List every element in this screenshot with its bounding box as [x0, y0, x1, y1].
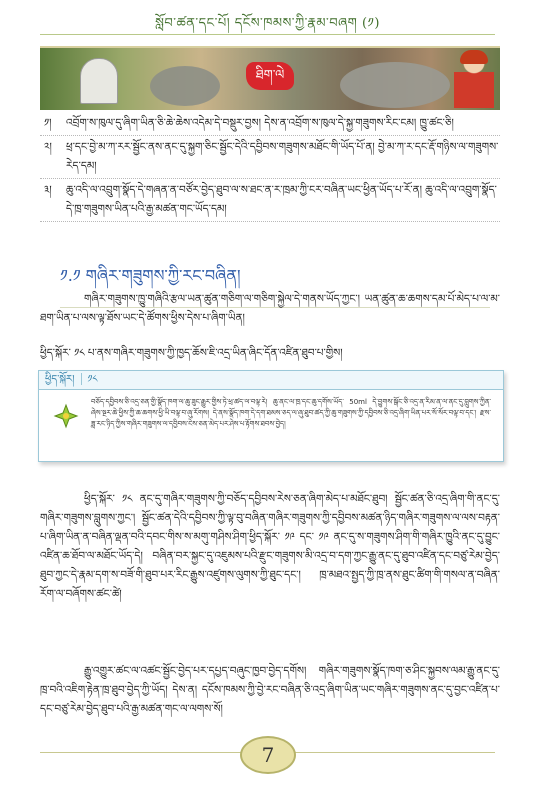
- question-text: ཆུ་འདི་ལ་འབྲུག་སྣོད་དེ་གཞན་ན་བཙོར་བྱེད་ཐུབ་ལ་ས་ཐང་ན་ར་ཁྲམ་ཀྱི་ངར་བཞིན་ཡང་ཕྱིན་ཡོད་པ་རོ་ན། ཆུ་འདི་ལ་འབྲུག་སྣོད་དེ་ཁྲ་གཟུགས་ཡིན་པའི་རྒྱ་མཚན་གང་ཡོད་དམ།: [66, 184, 497, 215]
- activity-number: ༡༨: [87, 374, 98, 385]
- activity-label: ཕྱིད་སྐོར།: [45, 374, 75, 385]
- page-header: [0, 0, 535, 38]
- intro-paragraph: གཞིར་གཟུགས་ཁྱུ་གཞིའི་རྩལ་ཡན་ཚུན་གཅིག་ལ་གཅིག་སྐྱེལ་དེ་གནས་ཡོད་ཀྱང་། ཡན་ཚུན་ཆ་ཆགས་དམ་པོ་མེད་པ་ལ་མ་ཐག་ཡིན་པ་ལས་ལྟ་ཐོས་ཡང་དེ་ཚོགས་ཕྱིས་དེས་པ་ཞིག་ཡིན།: [40, 293, 500, 324]
- header-separator: [81, 373, 82, 385]
- list-item: [40, 136, 500, 179]
- list-item: [40, 112, 500, 136]
- body-paragraph: ཕྱིད་སྐོར་ ༡༨ ནང་དུ་གཞིར་གཟུགས་ཀྱི་བཅོད་དབྱིབས་རེས་ཅན་ཞིག་མེད་པ་མཐོང་ཐུབ། སྦྱོང་ཚན་ཅི་འདྲ་ཞིག་གི་ནང་དུ་གཞིར་གཟུགས་བླུགས་ཀྱང་། སྦྱོང་ཚན་དེའི་དབྱིབས་ཀྱི་ལྟ་བུ་བཞིན་གཞིར་གཟུགས་ཀྱི་དབྱིབས་མཚན་ཉིད་གཞིར་གཟུགས་ལ་ལས་བརྟན་པ་ཞིག་ཡིན་ན་བཞིན་ལྡན་བའི་དབང་གིས་ས་མགུ་གཤིས་ཤིག་ཕྱིད་སྐོར་ ༡༩ དང་ ༡༩ ནང་དུ་ས་གཟུགས་ཤིག་གི་གཞིར་ཁྱུའི་ནང་དུ་བྱུང་འཛིན་ཆ་ཐོབ་ལ་མཐོང་ཡོད་དེ། བཞིན་བར་སྐྱང་དུ་འཇུམས་པའི་རྫུང་གཟུགས་མི་འདྲ་བ་དག་ཀྱང་རྒྱུ་ནང་དུ་ཐུབ་འཛིན་དང་བཙུ་རེམ་བྱེད་ཐུབ་ཀྱང་དེ་རྣམ་དག་ས་བཟོ་གི་ཐུབ་པར་རིང་རྒྱུས་འཛུགས་ལུགས་ཀྱི་ཐུང་དང་། ཁྲ་མཐའ་སྤྱད་ཀྱི་ཁྲ་ནས་ཐུང་ཚིག་གི་གསལ་ན་བཞིན་རོག་ལ་བཞོགས་ཚང་ཚེ།: [40, 493, 500, 600]
- activity-box: [38, 370, 504, 462]
- rock-illustration: [340, 62, 450, 108]
- child-hair-illustration: [460, 50, 488, 64]
- activity-box-header: [39, 371, 503, 390]
- chapter-title: སློབ་ཚན་དང་པོ། དངོས་ཁམས་ཀྱི་རྣམ་བཞག (༡): [155, 16, 380, 31]
- thigle-badge: ཐིག་ལེ: [246, 62, 294, 90]
- section-heading: ༡.༡ གཞིར་གཟུགས་ཀྱི་རང་བཞིན།: [60, 258, 490, 308]
- header-divider: [40, 34, 495, 35]
- question-number: ༢།: [44, 141, 52, 153]
- question-number: ༡།: [44, 117, 52, 129]
- rock-illustration: [150, 66, 220, 106]
- activity-reference: ཕྱིད་སྐོར་ ༡༨ པ་ནས་གཞིར་གཟུགས་ཀྱི་ཁྱད་ཆོས་ཇི་འདྲ་ཡིན་ཞིང་དོན་འཛིན་ཐུབ་པ་གྱིས།: [40, 347, 343, 359]
- experiment-icon: [53, 403, 79, 429]
- question-text: ཕྲ་དང་བྱེ་མ་ཀ་རར་སྦྱོང་ནས་ནང་དུ་སྐྱག་ཅིང་སྦྱོང་དེའི་དབྱིབས་གཟུགས་མཐོང་གི་ཡོད་པོ་ན། བྱེ་མ་ཀ་ར་དང་རྡོ་གཉིས་ལ་གཟུགས་རེད་དམ།: [66, 141, 499, 172]
- page-number: 7: [240, 736, 296, 774]
- question-text: འབྲོག་ས་ཁུལ་དུ་ཞིག་ཡིན་ཅི་ཆེ་ཆེས་འདེམ་དེ་བསྡུར་བྱས། དེས་ན་འབྲོག་ས་ཁུལ་དེ་སྐྱ་གཟུགས་རིང་ངམ། ཁྱུ་ཚང་ཅི།: [66, 117, 454, 129]
- child-illustration: [454, 50, 494, 108]
- list-item: [40, 179, 500, 222]
- yurt-illustration: [80, 58, 118, 104]
- activity-description: བཅོད་དབྱིབས་ཅི་འདྲ་ཅན་གྱི་སྣོད་ཁག་ལ་ཆུ་ཟུང་རྒྱུར་གྱིས་ཏེ་ཕྲ་ཚད་ལ་བལྟ་རེ། ཆུ་ནང་ལ་ཁྲ་དང་ཆུ་དགོས་ཡོད་ 50ml དེ་བྱུགས་སྒོང་ཅི་འདྲ་ན་རིམ་ན་ལ་ནང་དུ་བླུགས་ཀྱིན་ཞེས་སྔར་ཆེ་ཕྱིས་ཀྱི་ཆ་ཆགས་ཕྱི་ཡི་བལྟ་བ་ཞུ་རོགས། དེ་ནས་སྣོད་ཁག་དེ་དག་ཐམས་ཅད་ལ་ཞུ་ཐུབ་ཚད་ཀྱི་ཆུ་གཟུགས་ཀྱི་དབྱིབས་ཅི་འདྲ་ཞིག་ཡིན་པར་སོ་སོར་བལྟ་བ་དང་། རྫས་ཟླ་རང་ཉིད་ཀྱིས་གཞིར་གཟུགས་ལ་དབྱིབས་ངེས་ཅན་མེད་པར་ཤེས་པ་རྟོགས་ཐབས་བྱེད།: [91, 398, 491, 428]
- question-list: [40, 112, 500, 222]
- illustration-banner: [40, 46, 500, 110]
- body-paragraph: རྒྱུ་འགྱུར་ཚང་ལ་འཚང་སྦྱོང་བྱེད་པར་དཔྱད་བཞུང་ཁྱབ་བྱེད་དགོས། གཞིར་གཟུགས་སྣོད་ཁག་ཅ་ཤིང་སྐྱབས་ལམ་རྒྱུ་ནང་དུ་ཁྲ་བའི་འཇིག་རྟེན་ཁྲ་ཐུབ་བྱེད་ཀྱི་ཡོད། དེས་ན། དངོས་ཁམས་ཀྱི་བྱེ་རང་བཞིན་ཅི་འདྲ་ཞིག་ཡིན་ཡང་གཞིར་གཟུགས་ནང་དུ་བྱང་འཛིན་པ་དང་བཙུ་རེམ་བྱེད་ཐུབ་པའི་རྒྱ་མཚན་གང་ལ་ལགས་སོ།: [40, 665, 500, 715]
- question-number: ༣།: [44, 184, 52, 196]
